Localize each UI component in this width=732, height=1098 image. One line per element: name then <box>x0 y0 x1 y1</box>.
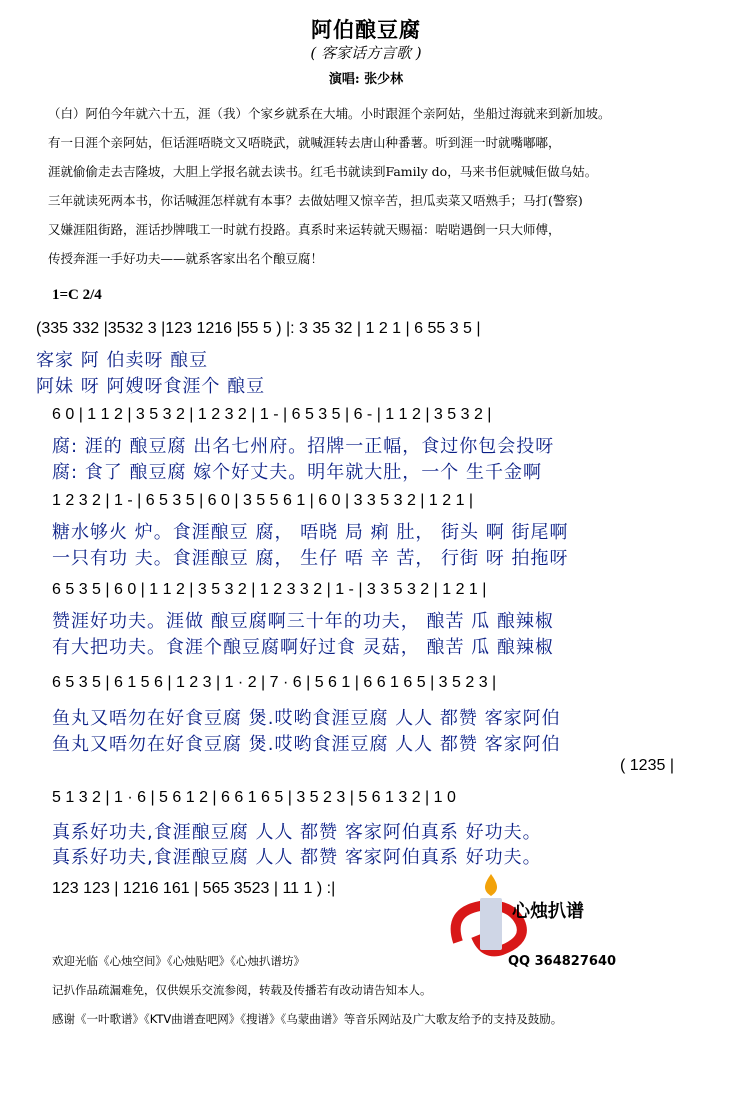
key-signature: 1=C 2/4 <box>52 287 102 303</box>
lyric-line: 鱼丸又唔勿在好食豆腐 煲.哎哟食涯豆腐 人人 都赞 客家阿伯 <box>52 708 561 729</box>
intro-line: 有一日涯个亲阿姑，佢话涯唔晓文又唔晓武，就喊涯转去唐山种番薯。听到涯一时就嘴嘟嘟， <box>48 135 561 150</box>
footer-line: 欢迎光临《心烛空间》《心烛贴吧》《心烛扒谱坊》 <box>52 954 305 968</box>
notation-line: 1 2 3 2 | 1 - | 6 5 3 5 | 6 0 | 3 5 5 6 1 | 6 0 | 3 3 5 3 2 | 1 2 1 | <box>52 492 474 509</box>
lyric-line: 有大把功夫。食涯个酿豆腐啊好过食 灵菇， 酿苦 瓜 酿辣椒 <box>52 637 554 658</box>
intro-line: 涯就偷偷走去吉隆坡，大胆上学报名就去读书。红毛书就读到Family do，马来书佢就喊佢做乌姑。 <box>48 164 598 179</box>
notation-line: 123 123 | 1216 161 | 565 3523 | 11 1 ) :| <box>52 880 336 897</box>
lyric-line: 赞涯好功夫。涯做 酿豆腐啊三十年的功夫， 酿苦 瓜 酿辣椒 <box>52 611 554 632</box>
notation-line: 6 5 3 5 | 6 0 | 1 1 2 | 3 5 3 2 | 1 2 3 3 2 | 1 - | 3 3 5 3 2 | 1 2 1 | <box>52 581 487 598</box>
notation-line: 6 0 | 1 1 2 | 3 5 3 2 | 1 2 3 2 | 1 - | 6 5 3 5 | 6 - | 1 1 2 | 3 5 3 2 | <box>52 406 492 423</box>
intro-line: （白）阿伯今年就六十五，涯（我）个家乡就系在大埔。小时跟涯个亲阿姑，坐船过海就来到新加坡。 <box>48 106 611 121</box>
footer-line: 记扒作品疏漏难免，仅供娱乐交流参阅，转载及传播若有改动请告知本人。 <box>52 983 432 997</box>
lyric-line: 一只有功 夫。食涯酿豆 腐， 生仔 唔 辛 苦， 行街 呀 拍拖呀 <box>52 548 569 569</box>
lyric-line: 糖水够火 炉。食涯酿豆 腐， 唔晓 局 痢 肚， 街头 啊 街尾啊 <box>52 522 569 543</box>
lyric-line: 真系好功夫,食涯酿豆腐 人人 都赞 客家阿伯真系 好功夫。 <box>52 822 542 843</box>
pickup-notation: ( 1235 | <box>620 757 674 774</box>
lyric-line: 客家 阿 伯卖呀 酿豆 <box>36 350 209 371</box>
song-subtitle: ( 客家话方言歌 ) <box>310 44 422 62</box>
notation-line: 6 5 3 5 | 6 1 5 6 | 1 2 3 | 1 · 2 | 7 · 6 | 5 6 1 | 6 6 1 6 5 | 3 5 2 3 | <box>52 674 497 691</box>
notation-line: 5 1 3 2 | 1 · 6 | 5 6 1 2 | 6 6 1 6 5 | 3 5 2 3 | 5 6 1 3 2 | 1 0 <box>52 789 456 806</box>
lyric-line: 阿妹 呀 阿嫂呀食涯个 酿豆 <box>36 376 266 397</box>
qq-number: QQ 364827640 <box>508 954 617 969</box>
lyric-line: 鱼丸又唔勿在好食豆腐 煲.哎哟食涯豆腐 人人 都赞 客家阿伯 <box>52 734 561 755</box>
footer-line: 感谢《一叶歌谱》《KTV曲谱查吧网》《搜谱》《乌蒙曲谱》等音乐网站及广大歌友给予的支持及鼓励。 <box>52 1012 563 1026</box>
intro-line: 传授奔涯一手好功夫——就系客家出名个酿豆腐！ <box>48 251 324 266</box>
singer-credit: 演唱: 张少林 <box>328 72 404 87</box>
intro-line: 三年就读死两本书，你话喊涯怎样就有本事？去做姑哩又惊辛苦，担瓜卖菜又唔熟手；马打(警察) <box>48 193 583 208</box>
lyric-line: 腐: 涯的 酿豆腐 出名七州府。招牌一正幅，食过你包会投呀 <box>52 436 555 457</box>
intro-line: 又嫌涯阻街路，涯话抄牌哦工一时就冇投路。真系时来运转就天赐福：啱啱遇倒一只大师傅， <box>48 222 561 237</box>
song-title: 阿伯酿豆腐 <box>311 18 421 42</box>
logo-text: 心烛扒谱 <box>512 901 584 922</box>
lyric-line: 真系好功夫,食涯酿豆腐 人人 都赞 客家阿伯真系 好功夫。 <box>52 847 542 868</box>
lyric-line: 腐: 食了 酿豆腐 嫁个好丈夫。明年就大肚，一个 生千金啊 <box>52 462 542 483</box>
notation-line: (335 332 |3532 3 |123 1216 |55 5 ) |: 3 35 32 | 1 2 1 | 6 55 3 5 | <box>36 320 481 337</box>
